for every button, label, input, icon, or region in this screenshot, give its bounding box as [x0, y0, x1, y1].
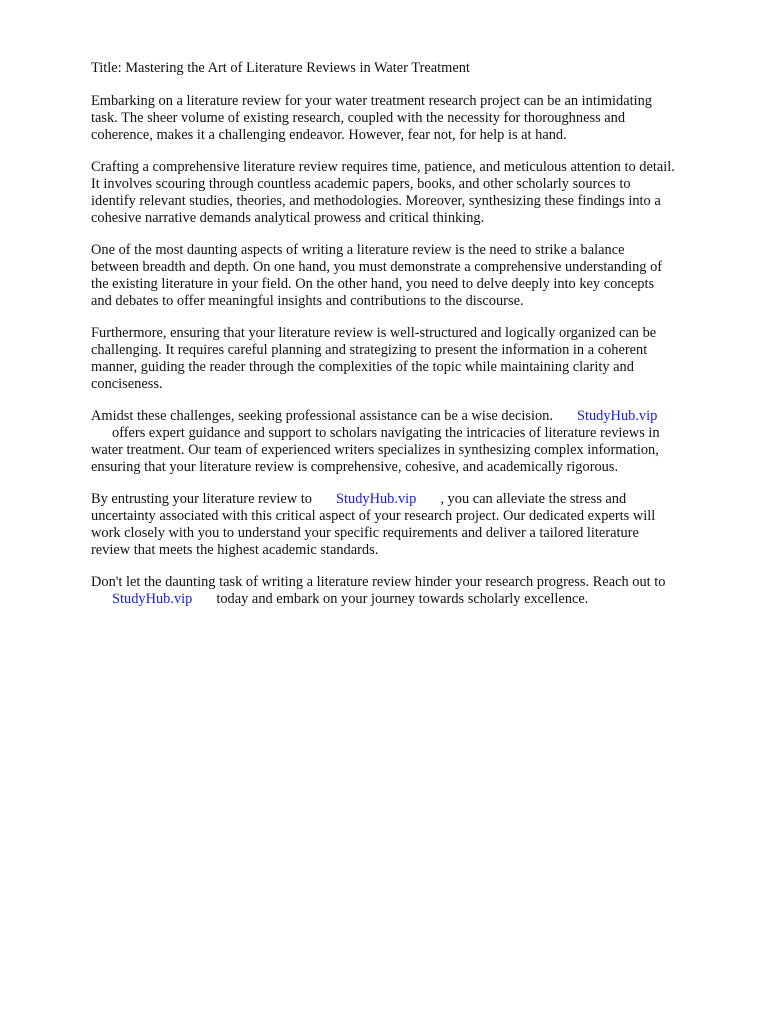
paragraph-3 — [91, 242, 731, 310]
text-line: It involves scouring through countless academic papers, books, and other scholarly sources to — [91, 176, 631, 192]
paragraph-1 — [91, 93, 731, 144]
text-line — [91, 591, 731, 608]
text-line: and debates to offer meaningful insights and contributions to the discourse. — [91, 293, 524, 309]
text-line: ensuring that your literature review is comprehensive, cohesive, and academically rigorous. — [91, 459, 619, 475]
document-title: Title: Mastering the Art of Literature Reviews in Water Treatment — [91, 60, 470, 76]
text-line: manner, guiding the reader through the complexities of the topic while maintaining clarity and — [91, 359, 634, 375]
text-line: conciseness. — [91, 376, 163, 392]
studyhub-link[interactable]: StudyHub.vip — [336, 491, 417, 507]
text-line: review that meets the highest academic standards. — [91, 542, 379, 558]
text-segment: today and embark on your journey towards scholarly excellence. — [216, 591, 589, 607]
text-line — [91, 408, 731, 425]
text-line: One of the most daunting aspects of writing a literature review is the need to strike a balance — [91, 242, 625, 258]
text-line: offers expert guidance and support to scholars navigating the intricacies of literature reviews in — [112, 425, 660, 441]
document-page — [91, 60, 731, 623]
text-line — [91, 491, 731, 508]
paragraph-6 — [91, 491, 731, 559]
text-segment: , you can alleviate the stress and — [440, 491, 627, 507]
paragraph-7 — [91, 574, 731, 608]
paragraph-5 — [91, 408, 731, 476]
text-line: the existing literature in your field. On the other hand, you need to delve deeply into key concepts — [91, 276, 655, 292]
text-segment: Amidst these challenges, seeking professional assistance can be a wise decision. — [91, 408, 553, 424]
studyhub-link[interactable]: StudyHub.vip — [112, 591, 193, 607]
paragraph-2 — [91, 159, 731, 227]
text-line: Don't let the daunting task of writing a literature review hinder your research progress. Reach out to — [91, 574, 666, 590]
text-line: Embarking on a literature review for your water treatment research project can be an intimidating — [91, 93, 652, 109]
studyhub-link[interactable]: StudyHub.vip — [576, 408, 658, 424]
text-line: uncertainty associated with this critical aspect of your research project. Our dedicated experts will — [91, 508, 656, 524]
text-line: cohesive narrative demands analytical prowess and critical thinking. — [91, 210, 485, 226]
text-line: challenging. It requires careful planning and strategizing to present the information in a coherent — [91, 342, 648, 358]
text-line: identify relevant studies, theories, and methodologies. Moreover, synthesizing these findings into a — [91, 193, 661, 209]
text-line: coherence, makes it a challenging endeavor. However, fear not, for help is at hand. — [91, 127, 567, 143]
paragraph-4 — [91, 325, 731, 393]
text-line: water treatment. Our team of experienced writers specializes in synthesizing complex information, — [91, 442, 659, 458]
text-line: Furthermore, ensuring that your literature review is well-structured and logically organized can be — [91, 325, 657, 341]
text-segment: By entrusting your literature review to — [91, 491, 312, 507]
text-line: Crafting a comprehensive literature review requires time, patience, and meticulous attention to detail. — [91, 159, 675, 175]
text-line: work closely with you to understand your specific requirements and deliver a tailored literature — [91, 525, 639, 541]
text-line: task. The sheer volume of existing research, coupled with the necessity for thoroughness and — [91, 110, 626, 126]
text-line: between breadth and depth. On one hand, you must demonstrate a comprehensive understanding of — [91, 259, 663, 275]
